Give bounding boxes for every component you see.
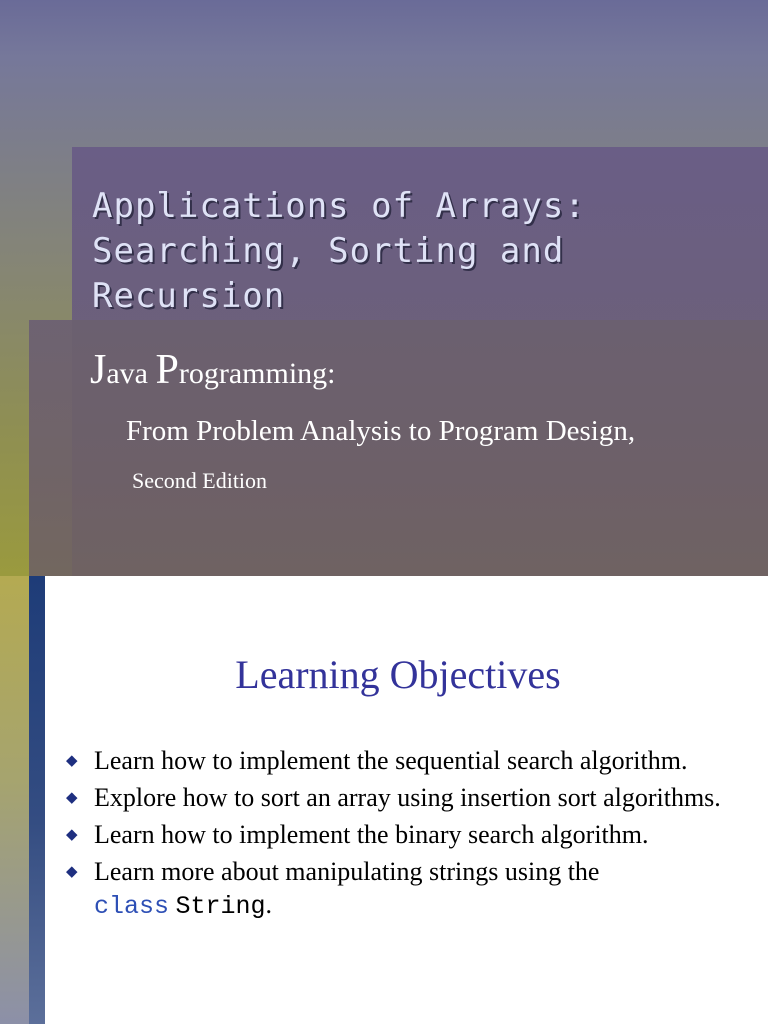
list-item <box>64 855 754 923</box>
objective-text: Learn more about manipulating strings using the <box>94 857 600 886</box>
objectives-slide <box>0 576 768 1024</box>
code-classname: String <box>175 892 266 921</box>
objectives-heading: Learning Objectives <box>235 652 561 697</box>
slide-title <box>92 184 752 319</box>
slide-title-line: Applications of Arrays: <box>92 186 586 226</box>
diamond-bullet-icon: ◆ <box>66 753 78 769</box>
objective-text: Learn how to implement the sequential search algorithm. <box>94 746 688 775</box>
code-keyword: class <box>94 892 170 921</box>
diamond-bullet-icon: ◆ <box>66 827 78 843</box>
left-accent-bar <box>0 576 29 1024</box>
left-blue-bar <box>29 576 45 1024</box>
book-subtitle: From Problem Analysis to Program Design, <box>126 415 636 447</box>
slide-title-line: Recursion <box>92 276 286 316</box>
book-title-part: ava <box>106 357 156 390</box>
book-title <box>90 348 336 396</box>
diamond-bullet-icon: ◆ <box>66 864 78 880</box>
list-item <box>64 744 754 777</box>
diamond-bullet-icon: ◆ <box>66 790 78 806</box>
objectives-list <box>64 744 754 927</box>
book-edition: Second Edition <box>132 468 268 493</box>
book-title-part: rogramming: <box>178 357 336 390</box>
list-item <box>64 818 754 851</box>
list-item <box>64 781 754 814</box>
slide-title-line: Searching, Sorting and <box>92 231 565 271</box>
book-title-initial: P <box>155 347 179 393</box>
objective-text: Explore how to sort an array using insertion sort algorithms. <box>94 783 721 812</box>
objective-text: Learn how to implement the binary search algorithm. <box>94 820 649 849</box>
objective-suffix: . <box>265 890 273 919</box>
book-title-initial: J <box>90 347 107 393</box>
